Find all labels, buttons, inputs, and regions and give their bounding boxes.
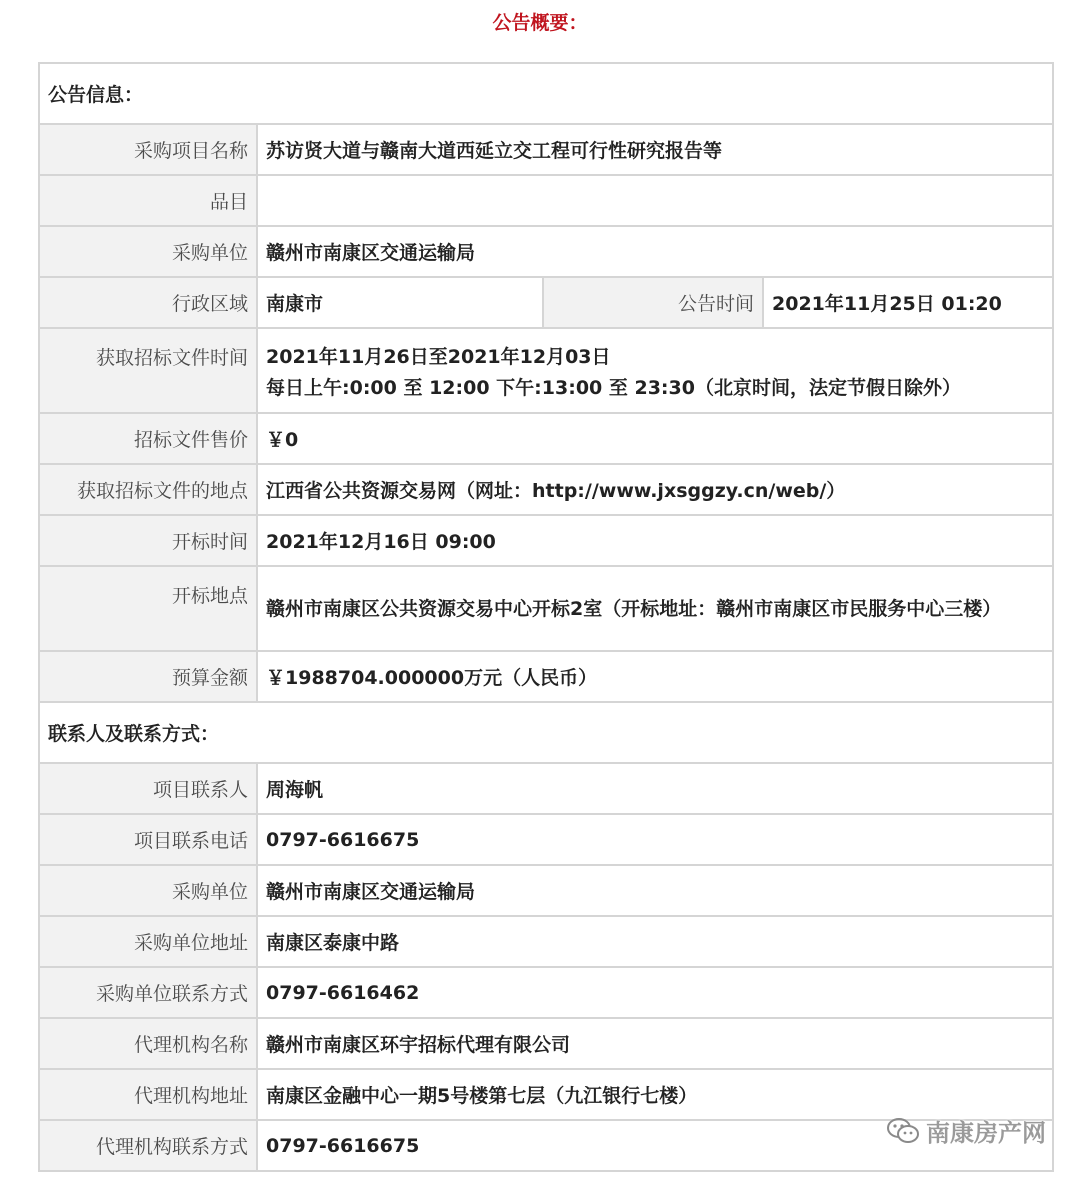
- value-open-time: 2021年12月16日 09:00: [257, 515, 1053, 566]
- table-row: [39, 814, 1053, 865]
- label-region: 行政区域: [39, 277, 257, 328]
- label-project-name: 采购项目名称: [39, 124, 257, 175]
- label-item: 品目: [39, 175, 257, 226]
- value-doc-time: [257, 328, 1053, 413]
- value-agency-address: 南康区金融中心一期5号楼第七层（九江银行七楼）: [257, 1069, 1053, 1120]
- label-purchaser-contact: 采购单位联系方式: [39, 967, 257, 1018]
- table-row: [39, 566, 1053, 651]
- table-row: [39, 328, 1053, 413]
- doc-time-dates: 2021年11月26日至2021年12月03日: [266, 345, 611, 368]
- label-purchaser-2: 采购单位: [39, 865, 257, 916]
- table-row: [39, 865, 1053, 916]
- value-purchaser-address: 南康区泰康中路: [257, 916, 1053, 967]
- doc-time-hours: 每日上午:0:00 至 12:00 下午:13:00 至 23:30（北京时间，法定节假日除外）: [266, 376, 961, 399]
- value-agency-contact: 0797-6616675: [257, 1120, 1053, 1171]
- value-budget: ￥1988704.000000万元（人民币）: [257, 651, 1053, 702]
- label-agency-contact: 代理机构联系方式: [39, 1120, 257, 1171]
- table-row: [39, 651, 1053, 702]
- value-purchaser-contact: 0797-6616462: [257, 967, 1053, 1018]
- label-contact-phone: 项目联系电话: [39, 814, 257, 865]
- section-contacts: 联系人及联系方式：: [39, 702, 1053, 763]
- watermark: [886, 1113, 1046, 1148]
- label-purchaser: 采购单位: [39, 226, 257, 277]
- table-row: [39, 124, 1053, 175]
- table-row: [39, 464, 1053, 515]
- label-open-place: 开标地点: [39, 566, 257, 651]
- wechat-icon: [886, 1116, 920, 1146]
- label-budget: 预算金额: [39, 651, 257, 702]
- value-notice-time: 2021年11月25日 01:20: [763, 277, 1053, 328]
- label-notice-time: 公告时间: [543, 277, 763, 328]
- value-agency-name: 赣州市南康区环宇招标代理有限公司: [257, 1018, 1053, 1069]
- table-row: [39, 515, 1053, 566]
- watermark-text: 南康房产网: [926, 1119, 1046, 1147]
- section-row: [39, 702, 1053, 763]
- notice-summary-table: [38, 62, 1054, 1172]
- value-region: 南康市: [257, 277, 543, 328]
- table-row: [39, 763, 1053, 814]
- value-doc-price: ￥0: [257, 413, 1053, 464]
- table-row: [39, 413, 1053, 464]
- value-contact-person: 周海帆: [257, 763, 1053, 814]
- label-doc-time: 获取招标文件时间: [39, 328, 257, 413]
- label-doc-price: 招标文件售价: [39, 413, 257, 464]
- value-purchaser-2: 赣州市南康区交通运输局: [257, 865, 1053, 916]
- table-row: [39, 967, 1053, 1018]
- table-row: [39, 226, 1053, 277]
- table-row: [39, 175, 1053, 226]
- value-open-place: 赣州市南康区公共资源交易中心开标2室（开标地址：赣州市南康区市民服务中心三楼）: [257, 566, 1053, 651]
- table-row: [39, 916, 1053, 967]
- value-contact-phone: 0797-6616675: [257, 814, 1053, 865]
- value-item: [257, 175, 1053, 226]
- page-title: 公告概要：: [492, 12, 588, 34]
- label-purchaser-address: 采购单位地址: [39, 916, 257, 967]
- label-contact-person: 项目联系人: [39, 763, 257, 814]
- label-open-time: 开标时间: [39, 515, 257, 566]
- table-row: [39, 277, 1053, 328]
- label-doc-place: 获取招标文件的地点: [39, 464, 257, 515]
- label-agency-name: 代理机构名称: [39, 1018, 257, 1069]
- value-purchaser: 赣州市南康区交通运输局: [257, 226, 1053, 277]
- value-project-name: 苏访贤大道与赣南大道西延立交工程可行性研究报告等: [257, 124, 1053, 175]
- section-row: [39, 63, 1053, 124]
- label-agency-address: 代理机构地址: [39, 1069, 257, 1120]
- section-notice-info: 公告信息：: [39, 63, 1053, 124]
- table-row: [39, 1018, 1053, 1069]
- value-doc-place: 江西省公共资源交易网（网址：http://www.jxsggzy.cn/web/）: [257, 464, 1053, 515]
